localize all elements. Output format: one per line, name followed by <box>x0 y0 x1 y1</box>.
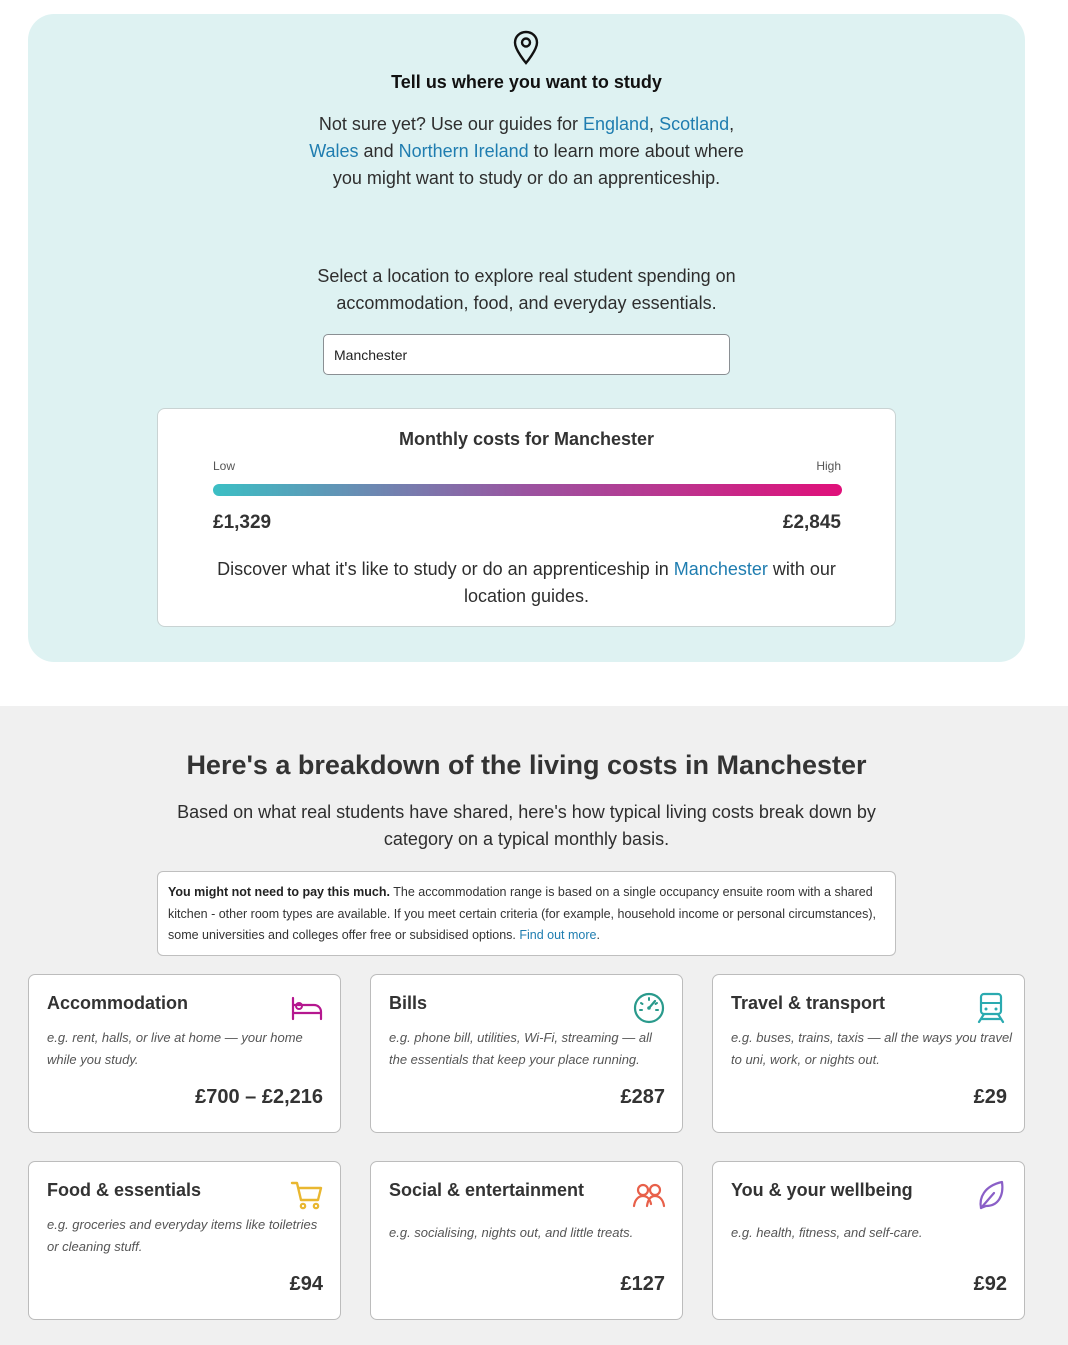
category-description: e.g. rent, halls, or live at home — your home while you study. <box>47 1030 303 1067</box>
wales-link[interactable]: Wales <box>309 141 359 161</box>
england-link[interactable]: England <box>582 114 650 134</box>
category-amount: £127 <box>620 1273 665 1295</box>
category-title: Travel & transport <box>731 993 886 1013</box>
notice-text: The accommodation range is based on a single occupancy ensuite room with a shared kitchen - other room types are available. If you meet certain criteria (for example, household income or personal circumstances), some universities and colleges offer free or subsidised options. <box>168 885 876 942</box>
cost-low-value: £1,329 <box>213 512 272 533</box>
monthly-costs-title: Monthly costs for Manchester <box>398 429 655 449</box>
breakdown-section <box>0 706 1068 1345</box>
gauge-icon <box>632 991 666 1025</box>
map-pin-icon <box>513 30 539 66</box>
location-panel <box>28 14 1025 662</box>
breakdown-heading: Here's a breakdown of the living costs in Manchester <box>186 750 867 780</box>
cost-high-value: £2,845 <box>782 512 841 533</box>
leaf-icon <box>974 1178 1008 1212</box>
location-intro <box>300 111 753 192</box>
location-title: Tell us where you want to study <box>391 72 662 92</box>
location-input[interactable] <box>323 334 730 375</box>
category-amount: £29 <box>973 1086 1007 1108</box>
train-icon <box>974 991 1008 1025</box>
intro-text: to learn more about where you might want to study or do an apprenticeship. <box>332 141 744 188</box>
category-card-wellbeing <box>712 1161 1025 1320</box>
category-title: Accommodation <box>47 993 189 1013</box>
intro-text: and <box>358 141 399 161</box>
category-amount: £287 <box>620 1086 665 1108</box>
intro-text: , <box>729 114 735 134</box>
category-title: Social & entertainment <box>389 1180 585 1200</box>
discover-text <box>198 556 855 610</box>
category-card-accommodation <box>28 974 341 1133</box>
notice-end: . <box>596 928 600 942</box>
category-card-food <box>28 1161 341 1320</box>
cost-range-bar <box>213 484 842 496</box>
category-card-travel <box>712 974 1025 1133</box>
accommodation-notice <box>157 871 896 956</box>
category-amount: £94 <box>289 1273 323 1295</box>
scotland-link[interactable]: Scotland <box>659 114 730 134</box>
people-icon <box>632 1178 666 1212</box>
bed-icon <box>290 991 324 1025</box>
scale-high-label: High <box>816 459 841 473</box>
find-out-more-link[interactable]: Find out more <box>519 928 597 942</box>
cart-icon <box>290 1178 324 1212</box>
category-card-social <box>370 1161 683 1320</box>
category-title: You & your wellbeing <box>731 1180 913 1200</box>
notice-bold: You might not need to pay this much. <box>168 885 390 899</box>
northern-ireland-link[interactable]: Northern Ireland <box>398 141 529 161</box>
intro-text: Not sure yet? Use our guides for <box>318 114 583 134</box>
manchester-guide-link[interactable]: Manchester <box>673 559 768 579</box>
discover-text-part: Discover what it's like to study or do an apprenticeship in <box>217 559 674 579</box>
category-description: e.g. groceries and everyday items like toiletries or cleaning stuff. <box>47 1217 318 1254</box>
scale-low-label: Low <box>213 459 236 473</box>
category-description: e.g. phone bill, utilities, Wi-Fi, streaming — all the essentials that keep your place running. <box>389 1030 652 1067</box>
category-amount: £92 <box>973 1273 1007 1295</box>
monthly-costs-card <box>157 408 896 627</box>
category-card-bills <box>370 974 683 1133</box>
category-amount: £700 – £2,216 <box>195 1086 323 1108</box>
breakdown-subheading: Based on what real students have shared, here's how typical living costs break down by category on a typical monthly basis. <box>177 802 876 849</box>
intro-text: , <box>649 114 660 134</box>
category-title: Bills <box>389 993 428 1013</box>
category-title: Food & essentials <box>47 1180 202 1200</box>
category-description: e.g. buses, trains, taxis — all the ways you travel to uni, work, or nights out. <box>731 1030 1013 1067</box>
select-location-text: Select a location to explore real student spending on accommodation, food, and everyday essentials. <box>317 266 736 313</box>
discover-text-part: with our location guides. <box>463 559 836 606</box>
category-description: e.g. health, fitness, and self-care. <box>731 1225 923 1240</box>
category-description: e.g. socialising, nights out, and little treats. <box>389 1225 634 1240</box>
